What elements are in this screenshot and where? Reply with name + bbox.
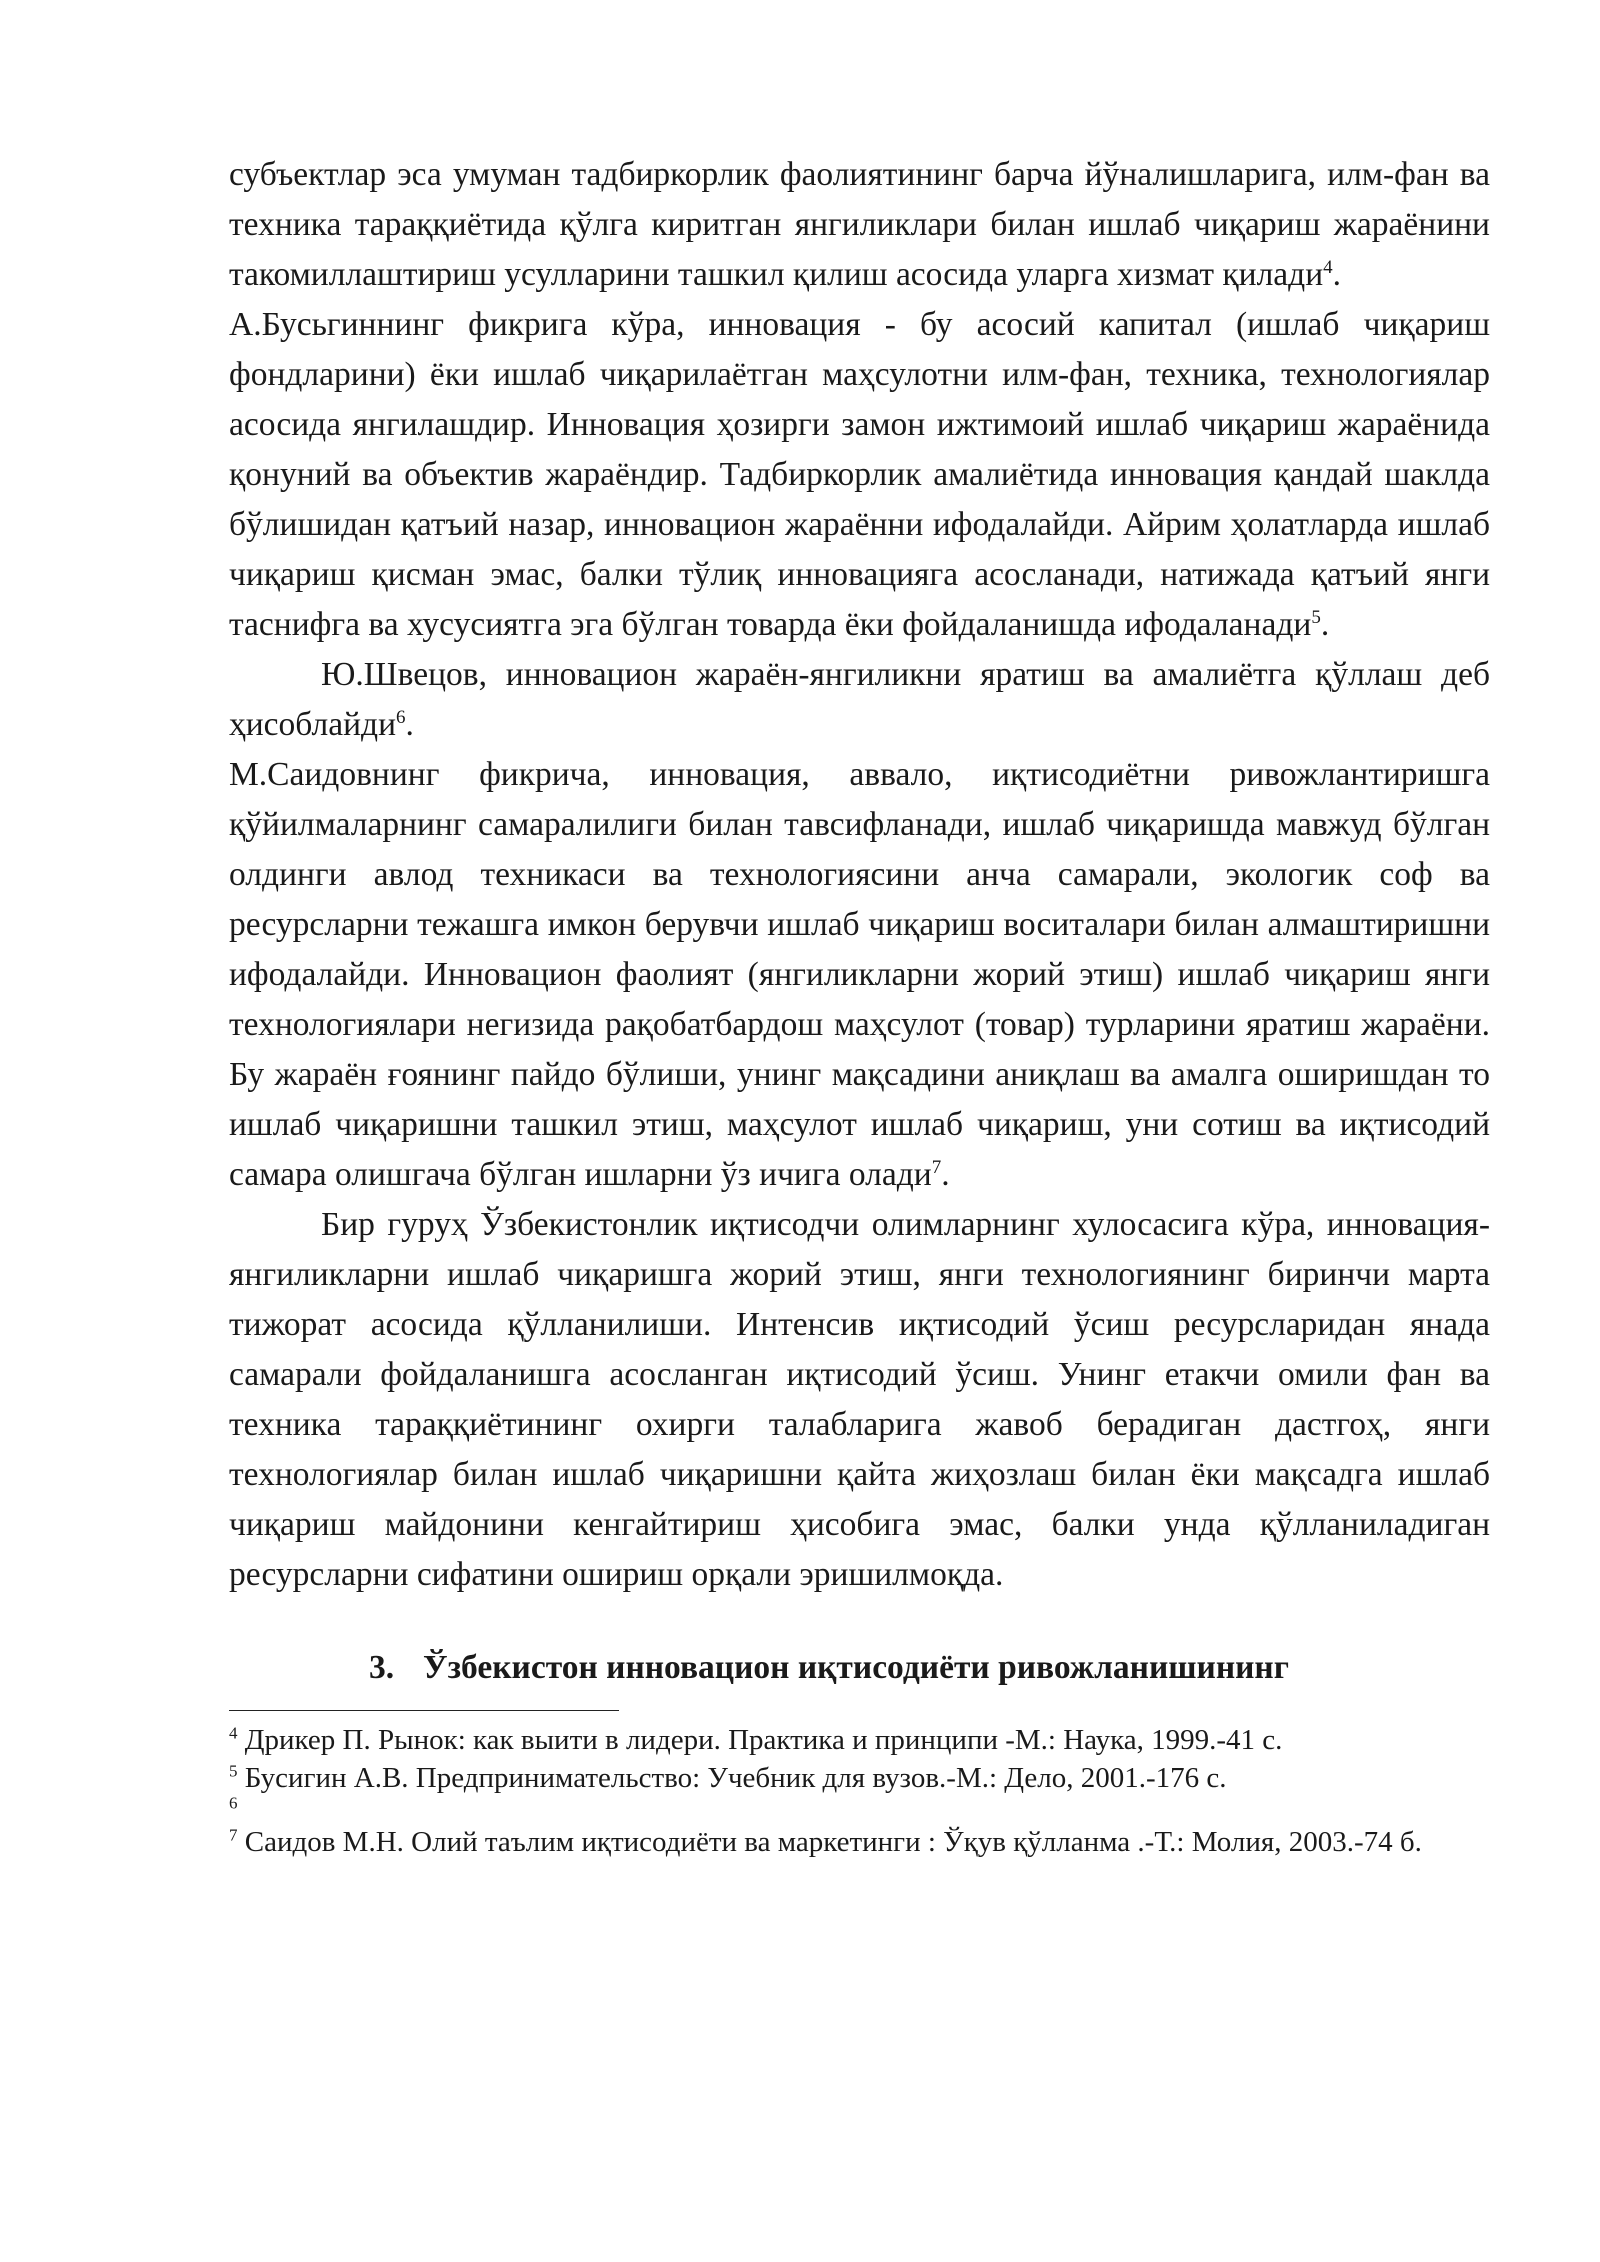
footnote-4 [229,1721,1490,1759]
paragraph-text: субъектлар эса умуман тадбиркорлик фаолиятининг барча йўналишларига, илм-фан ва техника тараққиётида қўлга киритган янгиликлари билан ишлаб чиқариш жараёнини такомиллаштириш усулларини ташкил қилиш асосида уларга хизмат қилади [229,156,1490,293]
body-paragraph-5 [229,1200,1490,1600]
paragraph-text: М.Саидовнинг фикрича, инновация, аввало, иқтисодиётни ривожлантиришга қўйилмаларнинг самаралилиги билан тавсифланади, ишлаб чиқаришда мавжуд бўлган олдинги авлод техникаси ва технологиясини анча самарали, экологик соф ва ресурсларни тежашга имкон берувчи ишлаб чиқариш воситалари билан алмаштиришни ифодалайди. Инновацион фаолият (янгиликларни жорий этиш) ишлаб чиқариш янги технологиялари негизида рақобатбардош маҳсулот (товар) турларини яратиш жараёни. Бу жараён ғоянинг пайдо бўлиши, унинг мақсадини аниқлаш ва амалга оширишдан то ишлаб чиқаришни ташкил этиш, маҳсулот ишлаб чиқариш, уни сотиш ва иқтисодий самара олишгача бўлган ишларни ўз ичига олади [229,756,1490,1193]
section-heading [229,1643,1490,1693]
paragraph-text: Ю.Швецов, инновацион жараён-янгиликни яратиш ва амалиётга қўллаш деб ҳисоблайди [229,656,1490,743]
body-paragraph-2 [229,300,1490,650]
sentence-period: . [1320,606,1330,643]
document-page [229,150,1490,1861]
footnote-separator [229,1710,619,1711]
footnote-mark: 6 [229,1793,238,1813]
footnote-ref-4[interactable]: 4 [1323,256,1333,278]
footnote-mark: 4 [229,1723,238,1743]
section-title: Ўзбекистон инновацион иқтисодиёти ривожланишининг [423,1649,1289,1686]
footnote-6 [229,1793,1490,1823]
footnote-mark: 5 [229,1761,238,1781]
footnote-text: Бусигин А.В. Предпринимательство: Учебник для вузов.-М.: Дело, 2001.-176 с. [244,1762,1227,1794]
footnote-text: Дрикер П. Рынок: как выити в лидери. Практика и принципи -М.: Наука, 1999.-41 с. [244,1724,1283,1756]
paragraph-text: А.Бусьгиннинг фикрига кўра, инновация - бу асосий капитал (ишлаб чиқариш фондларини) ёки ишлаб чиқарилаётган маҳсулотни илм-фан, техника, технологиялар асосида янгилашдир. Инновация ҳозирги замон ижтимоий ишлаб чиқариш жараёнида қонуний ва объектив жараёндир. Тадбиркорлик амалиётида инновация қандай шаклда бўлишидан қатъий назар, инновацион жараённи ифодалайди. Айрим ҳолатларда ишлаб чиқариш қисман эмас, балки тўлиқ инновацияга асосланади, натижада қатъий янги таснифга ва хусусиятга эга бўлган товарда ёки фойдаланишда ифодаланади [229,306,1490,643]
footnote-7 [229,1823,1490,1861]
footnote-ref-6[interactable]: 6 [396,706,406,728]
body-paragraph-4 [229,750,1490,1200]
sentence-period: . [405,706,414,743]
footnote-5 [229,1759,1490,1797]
footnote-mark: 7 [229,1825,238,1845]
sentence-period: . [1332,256,1342,293]
sentence-period: . [941,1156,950,1193]
footnote-ref-5[interactable]: 5 [1311,606,1321,628]
body-paragraph-1 [229,150,1490,300]
body-paragraph-3 [229,650,1490,750]
footnote-ref-7[interactable]: 7 [931,1156,942,1178]
footnote-text: Саидов М.Н. Олий таълим иқтисодиёти ва маркетинги : Ўқув қўлланма .-Т.: Молия, 2003.-74 б. [244,1826,1422,1858]
section-number: 3. [369,1649,395,1686]
paragraph-text: Бир гуруҳ Ўзбекистонлик иқтисодчи олимларнинг хулосасига кўра, инновация-янгиликларни ишлаб чиқаришга жорий этиш, янги технологиянинг биринчи марта тижорат асосида қўлланилиши. Интенсив иқтисодий ўсиш ресурсларидан янада самарали фойдаланишга асосланган иқтисодий ўсиш. Унинг етакчи омили фан ва техника тараққиётининг охирги талабларига жавоб берадиган дастгоҳ, янги технологиялар билан ишлаб чиқаришни қайта жиҳозлаш билан ёки мақсадга ишлаб чиқариш майдонини кенгайтириш ҳисобига эмас, балки унда қўлланиладиган ресурсларни сифатини ошириш орқали эришилмоқда. [229,1206,1490,1593]
